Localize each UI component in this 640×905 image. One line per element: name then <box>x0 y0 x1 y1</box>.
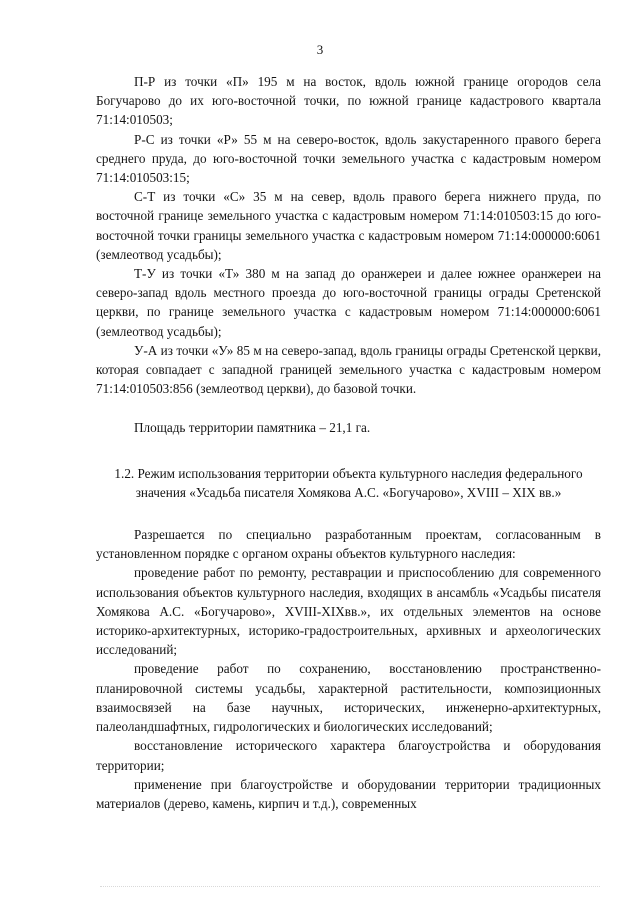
boundary-segment-u-a: У-А из точки «У» 85 м на северо-запад, вдоль границы ограды Сретенской церкви, которая совпадает с западной границей земельного участка с кадастровым номером 71:14:010503:856 (землеотвод церкви), до базовой точки. <box>96 342 601 397</box>
territory-area: Площадь территории памятника – 21,1 га. <box>134 420 371 436</box>
boundary-segment-p-r: П-Р из точки «П» 195 м на восток, вдоль южной границе огородов села Богучарово до их юго-восточной точки, по южной границе кадастрового квартала 71:14:010503; <box>96 74 601 128</box>
permission-item-materials: применение при благоустройстве и оборудовании территории традиционных материалов (дерево, камень, кирпич и т.д.), современных <box>96 776 601 811</box>
section-heading: 1.2. Режим использования территории объекта культурного наследия федерального значения «Усадьба писателя Хомякова А.С. «Богучарово», XVIII – XIX вв.» <box>114 465 583 500</box>
document-body <box>96 72 601 813</box>
permissions-intro: Разрешается по специально разработанным проектам, согласованным в установленном порядке с органом охраны объектов культурного наследия: <box>96 527 601 562</box>
page-number: 3 <box>316 42 324 57</box>
boundary-segment-s-t: С-Т из точки «С» 35 м на север, вдоль правого берега нижнего пруда, по восточной границе земельного участка с кадастровым номером 71:14:010503:15 до юго-восточной точки границы земельного участка с кадастровым номером 71:14:000000:6061 (землеотвод усадьбы); <box>96 189 601 262</box>
boundary-segment-t-u: Т-У из точки «Т» 380 м на запад до оранжереи и далее южнее оранжереи на северо-запад вдоль местного проезда до юго-восточной границы ограды Сретенской церкви, по границе земельного участка с кадастровым номером 71:14:000000:6061 (землеотвод усадьбы); <box>96 266 601 339</box>
permission-item-preservation: проведение работ по сохранению, восстановлению пространственно-планировочной системы усадьбы, характерной растительности, композиционных взаимосвязей на базе научных, исторических, инженерно-архитектурных, палеоландшафтных, гидрологических и биологических исследований; <box>96 661 601 735</box>
boundary-segment-r-s: Р-С из точки «Р» 55 м на северо-восток, вдоль закустаренного правого берега среднего пруда, до юго-восточной точки земельного участка с кадастровым номером 71:14:010503:15; <box>96 131 601 186</box>
permission-item-repair: проведение работ по ремонту, реставрации и приспособлению для современного использования объектов культурного наследия, входящих в ансамбль «Усадьбы писателя Хомякова А.С. «Богучарово», XVIII-XIXвв.», их отдельных элементов на основе историко-архитектурных, историко-градостроительных, архивных и археологических исследований; <box>96 565 601 658</box>
scan-edge-artifact <box>100 886 600 889</box>
permission-item-restoration: восстановление исторического характера благоустройства и оборудования территории; <box>96 738 601 773</box>
